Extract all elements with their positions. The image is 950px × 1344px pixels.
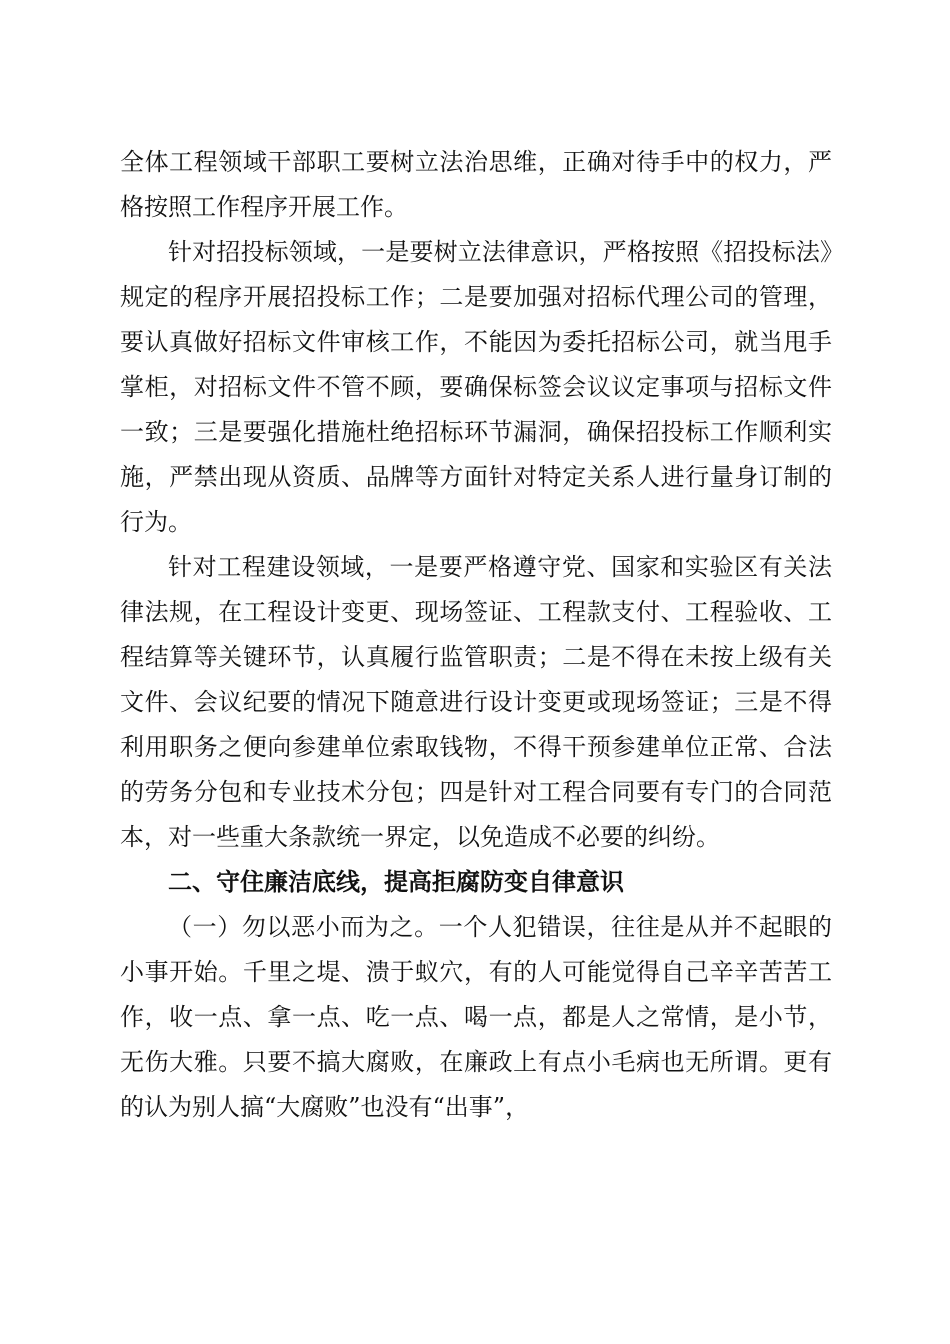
paragraph-construction: 针对工程建设领域，一是要严格遵守党、国家和实验区有关法律法规，在工程设计变更、现场签证、工程款支付、工程验收、工程结算等关键环节，认真履行监管职责；二是不得在未按上级有关文件、会议纪要的情况下随意进行设计变更或现场签证；三是不得利用职务之便向参建单位索取钱物，不得干预参建单位正常、合法的劳务分包和专业技术分包；四是针对工程合同要有专门的合同范本，对一些重大条款统一界定，以免造成不必要的纠纷。 (120, 553, 832, 851)
document-body (120, 140, 832, 1130)
paragraph-subsection (120, 905, 832, 1130)
subsection-lead: （一）勿以恶小而为之。 (168, 913, 439, 941)
paragraph-continuation: 全体工程领域干部职工要树立法治思维，正确对待手中的权力，严格按照工作程序开展工作。 (120, 148, 832, 221)
paragraph-bidding: 针对招投标领域，一是要树立法律意识，严格按照《招投标法》规定的程序开展招投标工作；二是要加强对招标代理公司的管理，要认真做好招标文件审核工作，不能因为委托招标公司，就当甩手掌柜，对招标文件不管不顾，要确保标签会议议定事项与招标文件一致；三是要强化措施杜绝招标环节漏洞，确保招投标工作顺利实施，严禁出现从资质、品牌等方面针对特定关系人进行量身订制的行为。 (120, 238, 832, 536)
subsection-text: 一个人犯错误，往往是从并不起眼的小事开始。千里之堤、溃于蚁穴，有的人可能觉得自己辛辛苦苦工作，收一点、拿一点、吃一点、喝一点，都是人之常情，是小节，无伤大雅。只要不搞大腐败，在廉政上有点小毛病也无所谓。更有的认为别人搞“大腐败”也没有“出事”， (120, 913, 833, 1121)
section-heading: 二、守住廉洁底线，提高拒腐防变自律意识 (168, 868, 624, 896)
